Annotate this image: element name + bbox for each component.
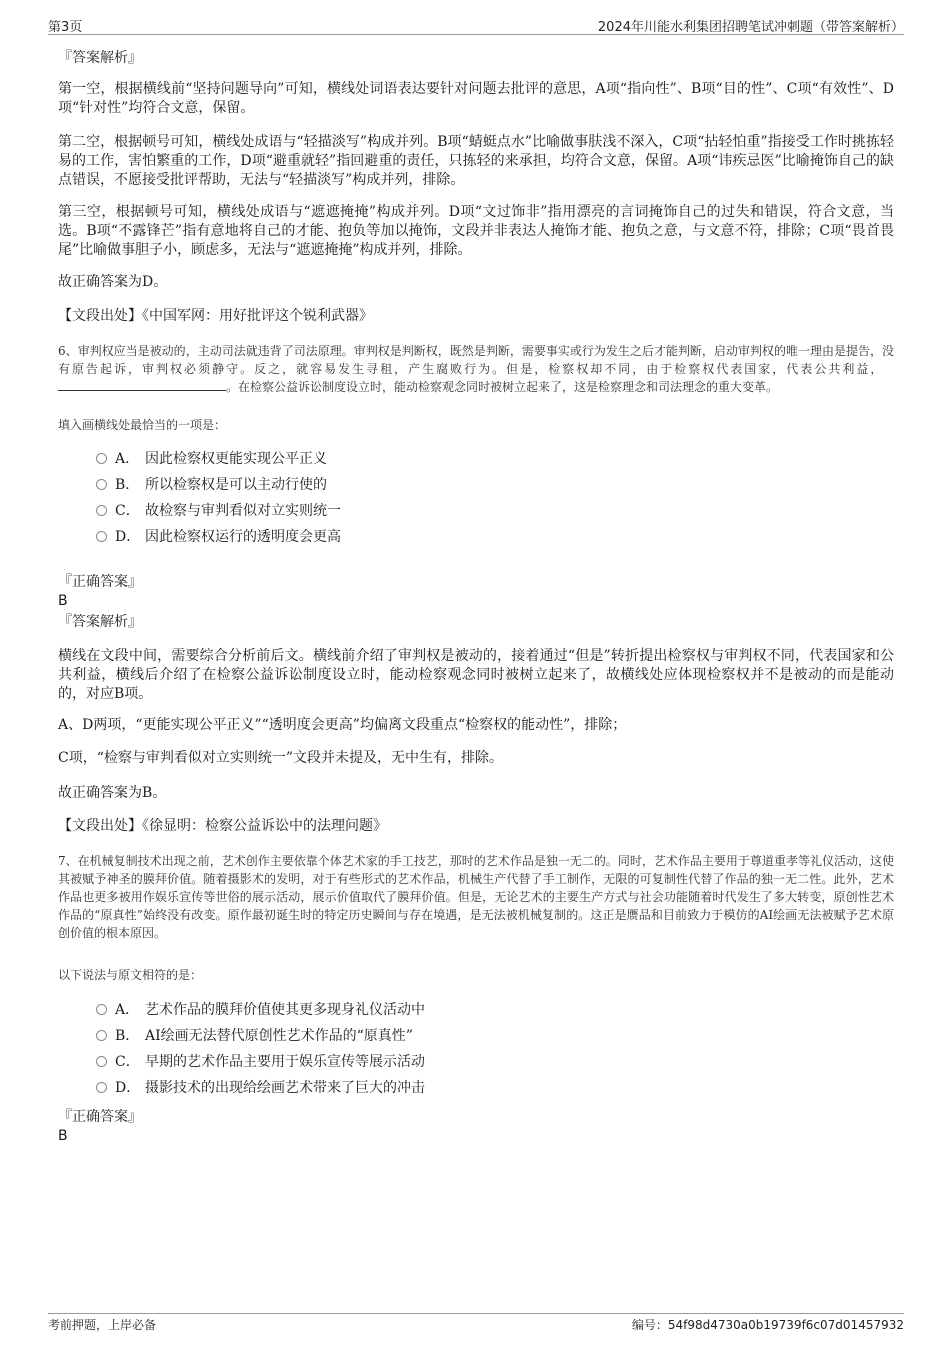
page-header — [48, 16, 904, 35]
radio-icon[interactable] — [96, 1004, 107, 1015]
radio-icon[interactable] — [96, 505, 107, 516]
q6-analysis-para-1: 横线在文段中间，需要综合分析前后文。横线前介绍了审判权是被动的，接着通过“但是”转折提出检察权与审判权不同，代表国家和公共利益，横线后介绍了在检察公益诉讼制度设立时，能动检察观念同时被树立起来了，故横线处应体现检察权并不是被动的而是能动的，对应B项。 — [58, 648, 894, 702]
q5-analysis-para-1: 第一空，根据横线前“坚持问题导向”可知，横线处词语表达要针对问题去批评的意思，A项“指向性”、B项“目的性”、C项“有效性”、D项“针对性”均符合文意，保留。 — [58, 81, 894, 116]
code-label: 编号： — [631, 1318, 668, 1332]
q7-answer: B — [58, 1128, 68, 1144]
q6-option-d[interactable]: D． 因此检察权运行的透明度会更高 — [96, 524, 876, 550]
q7-option-c[interactable]: C． 早期的艺术作品主要用于娱乐宣传等展示活动 — [96, 1049, 876, 1075]
radio-icon[interactable] — [96, 1056, 107, 1067]
q6-source — [58, 817, 894, 836]
document-title: 2024年川能水利集团招聘笔试冲刺题（带答案解析） — [597, 20, 904, 35]
page-number: 第3页 — [48, 20, 83, 35]
source-title: 《中国军网：用好批评这个锐利武器》 — [142, 308, 373, 324]
q6-conclusion: 故正确答案为B。 — [58, 785, 167, 801]
q6-stem-part1: 6、审判权应当是被动的，主动司法就违背了司法原理。审判权是判断权，既然是判断，需要事实或行为发生之后才能判断，启动审判权的唯一理由是提告，没有原告起诉，审判权必须静守。反之，就容易发生寻租，产生腐败行为。但是，检察权却不同，由于检察权代表国家，代表公共利益， — [58, 344, 894, 376]
q7-stem: 7、在机械复制技术出现之前，艺术创作主要依靠个体艺术家的手工技艺，那时的艺术作品是独一无二的。同时，艺术作品主要用于尊道重孝等礼仪活动，这使其被赋予神圣的膜拜价值。随着摄影术的发明，对于有些形式的艺术作品，机械生产代替了手工制作，无限的可复制性代替了作品的独一无二性。此外，艺术作品也更多被用作娱乐宣传等世俗的展示活动，展示价值取代了膜拜价值。但是，无论艺术的主要生产方式与社会功能随着时代发生了多大转变，原创性艺术作品的“原真性”始终没有改变。原作最初诞生时的特定历史瞬间与存在境遇，是无法被机械复制的。这正是赝品和目前致力于模仿的AI绘画无法被赋予艺术原创价值的根本原因。 — [58, 854, 894, 940]
q6-prompt: 填入画横线处最恰当的一项是： — [58, 418, 227, 432]
q6-stem-part2: 。在检察公益诉讼制度设立时，能动检察观念同时被树立起来了，这是检察理念和司法理念的重大变革。 — [226, 380, 779, 394]
q6-option-b[interactable]: B． 所以检察权是可以主动行使的 — [96, 472, 876, 498]
radio-icon[interactable] — [96, 453, 107, 464]
q6-answer: B — [58, 593, 68, 609]
q7-option-b[interactable]: B． AI绘画无法替代原创性艺术作品的“原真性” — [96, 1023, 876, 1049]
q7-prompt: 以下说法与原文相符的是： — [58, 968, 203, 982]
q5-source — [58, 307, 894, 326]
fill-in-blank — [58, 378, 226, 391]
q7-option-a[interactable]: A． 艺术作品的膜拜价值使其更多现身礼仪活动中 — [96, 997, 876, 1023]
q7-options — [96, 997, 876, 1101]
footer-slogan: 考前押题，上岸必备 — [48, 1318, 157, 1332]
q6-correct-label: 『正确答案』 — [58, 574, 142, 590]
q6-analysis-para-3: C项，“检察与审判看似对立实则统一”文段并未提及，无中生有，排除。 — [58, 750, 504, 766]
radio-icon[interactable] — [96, 1082, 107, 1093]
q7-option-d[interactable]: D． 摄影技术的出现给绘画艺术带来了巨大的冲击 — [96, 1075, 876, 1101]
q5-analysis-label: 『答案解析』 — [58, 50, 142, 66]
radio-icon[interactable] — [96, 531, 107, 542]
q5-conclusion: 故正确答案为D。 — [58, 274, 168, 290]
q6-analysis-para-2: A、D两项，“更能实现公平正义”“透明度会更高”均偏离文段重点“检察权的能动性”，排除； — [58, 717, 627, 733]
q6-option-a[interactable]: A． 因此检察权更能实现公平正义 — [96, 446, 876, 472]
q7-correct-label: 『正确答案』 — [58, 1109, 142, 1125]
q5-analysis-para-3: 第三空，根据顿号可知，横线处成语与“遮遮掩掩”构成并列。D项“文过饰非”指用漂亮的言词掩饰自己的过失和错误，符合文意，当选。B项“不露锋芒”指有意地将自己的才能、抱负等加以掩饰，文段并非表达人掩饰才能、抱负之意，与文意不符，排除；C项“畏首畏尾”比喻做事胆子小，顾虑多，无法与“遮遮掩掩”构成并列，排除。 — [58, 204, 894, 258]
radio-icon[interactable] — [96, 1030, 107, 1041]
page-footer — [48, 1313, 904, 1334]
code-value: 54f98d4730a0b19739f6c07d01457932 — [667, 1318, 904, 1332]
q6-analysis-label: 『答案解析』 — [58, 614, 142, 630]
source-title: 《徐显明：检察公益诉讼中的法理问题》 — [142, 818, 387, 834]
document-code — [632, 1316, 904, 1333]
radio-icon[interactable] — [96, 479, 107, 490]
q5-analysis-para-2: 第二空，根据顿号可知，横线处成语与“轻描淡写”构成并列。B项“蜻蜓点水”比喻做事肤浅不深入，C项“拈轻怕重”指接受工作时挑拣轻易的工作，害怕繁重的工作，D项“避重就轻”指回避重的责任，只拣轻的来承担，均符合文意，保留。A项“讳疾忌医”比喻掩饰自己的缺点错误，不愿接受批评帮助，无法与“轻描淡写”构成并列，排除。 — [58, 134, 894, 188]
q6-option-c[interactable]: C． 故检察与审判看似对立实则统一 — [96, 498, 876, 524]
q6-options — [96, 446, 876, 550]
q6-stem — [58, 342, 894, 396]
source-prefix: 【文段出处】 — [58, 818, 142, 834]
source-prefix: 【文段出处】 — [58, 308, 142, 324]
